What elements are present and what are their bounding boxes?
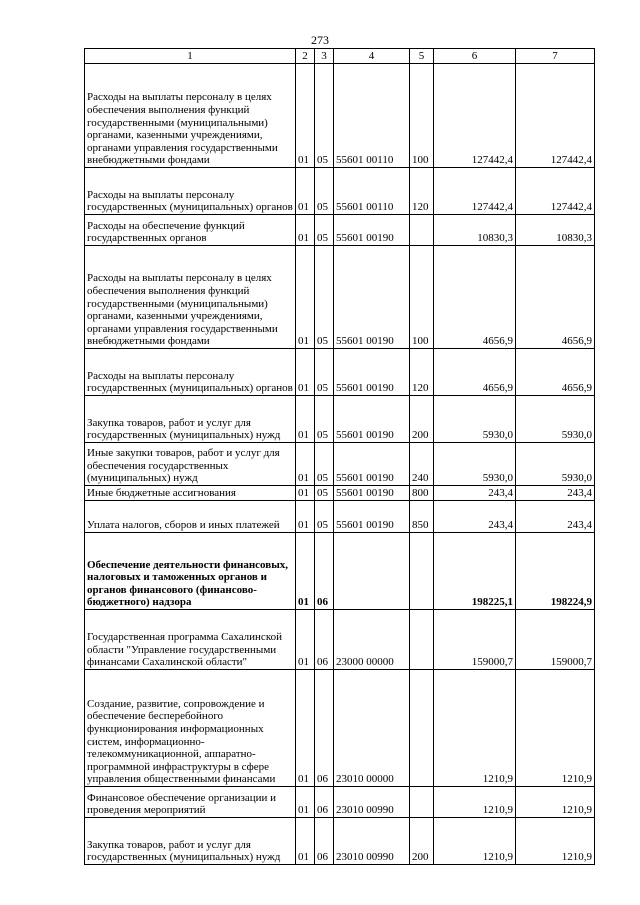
table-row [85, 443, 595, 486]
section-code: 01 [296, 501, 315, 533]
section-code: 01 [296, 443, 315, 486]
expense-type-code: 240 [410, 443, 434, 486]
target-article-code: 23000 00000 [334, 610, 410, 670]
table-row [85, 168, 595, 215]
amount-year-1: 243,4 [434, 501, 516, 533]
table-row [85, 215, 595, 246]
amount-year-2: 1210,9 [516, 787, 595, 818]
amount-year-2: 198224,9 [516, 533, 595, 610]
row-description: Уплата налогов, сборов и иных платежей [85, 501, 296, 533]
target-article-code: 23010 00000 [334, 670, 410, 787]
subsection-code: 05 [315, 168, 334, 215]
row-description: Закупка товаров, работ и услуг для государственных (муниципальных) нужд [85, 396, 296, 443]
expense-type-code: 800 [410, 486, 434, 501]
target-article-code: 55601 00190 [334, 215, 410, 246]
target-article-code: 55601 00190 [334, 246, 410, 349]
amount-year-2: 127442,4 [516, 168, 595, 215]
table-row [85, 787, 595, 818]
subsection-code: 06 [315, 670, 334, 787]
column-header: 7 [516, 49, 595, 64]
section-code: 01 [296, 818, 315, 865]
section-code: 01 [296, 787, 315, 818]
amount-year-2: 1210,9 [516, 818, 595, 865]
row-description: Иные бюджетные ассигнования [85, 486, 296, 501]
subsection-code: 06 [315, 818, 334, 865]
row-description: Расходы на обеспечение функций государственных органов [85, 215, 296, 246]
row-description: Закупка товаров, работ и услуг для государственных (муниципальных) нужд [85, 818, 296, 865]
amount-year-1: 5930,0 [434, 443, 516, 486]
target-article-code: 55601 00190 [334, 486, 410, 501]
expense-type-code [410, 215, 434, 246]
expense-type-code: 200 [410, 396, 434, 443]
expense-type-code: 120 [410, 168, 434, 215]
table-body [85, 64, 595, 865]
section-code: 01 [296, 215, 315, 246]
subsection-code: 06 [315, 787, 334, 818]
row-description: Расходы на выплаты персоналу государственных (муниципальных) органов [85, 349, 296, 396]
subsection-code: 05 [315, 501, 334, 533]
row-description: Обеспечение деятельности финансовых, налоговых и таможенных органов и органов финансового (финансово-бюджетного) надзора [85, 533, 296, 610]
section-code: 01 [296, 396, 315, 443]
amount-year-1: 1210,9 [434, 818, 516, 865]
subsection-code: 05 [315, 349, 334, 396]
amount-year-1: 1210,9 [434, 670, 516, 787]
expense-type-code: 850 [410, 501, 434, 533]
budget-table [84, 48, 595, 865]
header-row [85, 49, 595, 64]
table-row [85, 501, 595, 533]
expense-type-code [410, 787, 434, 818]
section-code: 01 [296, 610, 315, 670]
target-article-code: 55601 00110 [334, 64, 410, 168]
subsection-code: 05 [315, 246, 334, 349]
amount-year-2: 5930,0 [516, 396, 595, 443]
row-description: Финансовое обеспечение организации и проведения мероприятий [85, 787, 296, 818]
amount-year-1: 159000,7 [434, 610, 516, 670]
expense-type-code [410, 533, 434, 610]
table-row [85, 670, 595, 787]
row-description: Создание, развитие, сопровождение и обеспечение бесперебойного функционирования информационных систем, информационно-телекоммуникационной, аппаратно-программной инфраструктуры в сфере управления общественными финансами [85, 670, 296, 787]
column-header: 5 [410, 49, 434, 64]
row-description: Расходы на выплаты персоналу в целях обеспечения выполнения функций государственными (муниципальными) органами, казенными учреждениями, органами управления государственными внебюджетными фондами [85, 246, 296, 349]
target-article-code: 55601 00110 [334, 168, 410, 215]
amount-year-1: 4656,9 [434, 349, 516, 396]
amount-year-1: 243,4 [434, 486, 516, 501]
row-description: Иные закупки товаров, работ и услуг для обеспечения государственных (муниципальных) нужд [85, 443, 296, 486]
expense-type-code: 120 [410, 349, 434, 396]
amount-year-2: 10830,3 [516, 215, 595, 246]
amount-year-2: 127442,4 [516, 64, 595, 168]
table-row [85, 610, 595, 670]
expense-type-code: 200 [410, 818, 434, 865]
amount-year-1: 5930,0 [434, 396, 516, 443]
amount-year-2: 243,4 [516, 501, 595, 533]
row-description: Расходы на выплаты персоналу государственных (муниципальных) органов [85, 168, 296, 215]
expense-type-code [410, 610, 434, 670]
target-article-code: 55601 00190 [334, 443, 410, 486]
table-row [85, 349, 595, 396]
target-article-code: 55601 00190 [334, 501, 410, 533]
column-header: 1 [85, 49, 296, 64]
amount-year-2: 1210,9 [516, 670, 595, 787]
table-row [85, 246, 595, 349]
expense-type-code: 100 [410, 64, 434, 168]
subsection-code: 05 [315, 215, 334, 246]
amount-year-1: 4656,9 [434, 246, 516, 349]
section-code: 01 [296, 64, 315, 168]
section-code: 01 [296, 246, 315, 349]
target-article-code: 55601 00190 [334, 349, 410, 396]
amount-year-1: 127442,4 [434, 168, 516, 215]
subsection-code: 05 [315, 443, 334, 486]
table-row [85, 64, 595, 168]
amount-year-2: 159000,7 [516, 610, 595, 670]
amount-year-2: 243,4 [516, 486, 595, 501]
amount-year-1: 1210,9 [434, 787, 516, 818]
table-row [85, 486, 595, 501]
subsection-code: 06 [315, 533, 334, 610]
amount-year-2: 5930,0 [516, 443, 595, 486]
column-header: 2 [296, 49, 315, 64]
amount-year-2: 4656,9 [516, 246, 595, 349]
amount-year-1: 127442,4 [434, 64, 516, 168]
row-description: Расходы на выплаты персоналу в целях обеспечения выполнения функций государственными (муниципальными) органами, казенными учреждениями, органами управления государственными внебюджетными фондами [85, 64, 296, 168]
table-row [85, 396, 595, 443]
column-header: 3 [315, 49, 334, 64]
page-number: 273 [311, 33, 329, 47]
subsection-code: 05 [315, 64, 334, 168]
section-code: 01 [296, 670, 315, 787]
expense-type-code [410, 670, 434, 787]
expense-type-code: 100 [410, 246, 434, 349]
subsection-code: 05 [315, 396, 334, 443]
subsection-code: 06 [315, 610, 334, 670]
target-article-code: 23010 00990 [334, 787, 410, 818]
amount-year-1: 198225,1 [434, 533, 516, 610]
row-description: Государственная программа Сахалинской области "Управление государственными финансами Сахалинской области" [85, 610, 296, 670]
target-article-code: 23010 00990 [334, 818, 410, 865]
column-header: 6 [434, 49, 516, 64]
target-article-code: 55601 00190 [334, 396, 410, 443]
amount-year-1: 10830,3 [434, 215, 516, 246]
section-code: 01 [296, 349, 315, 396]
section-code: 01 [296, 533, 315, 610]
section-code: 01 [296, 486, 315, 501]
amount-year-2: 4656,9 [516, 349, 595, 396]
subsection-code: 05 [315, 486, 334, 501]
target-article-code [334, 533, 410, 610]
section-code: 01 [296, 168, 315, 215]
table-row [85, 818, 595, 865]
table-row [85, 533, 595, 610]
column-header: 4 [334, 49, 410, 64]
